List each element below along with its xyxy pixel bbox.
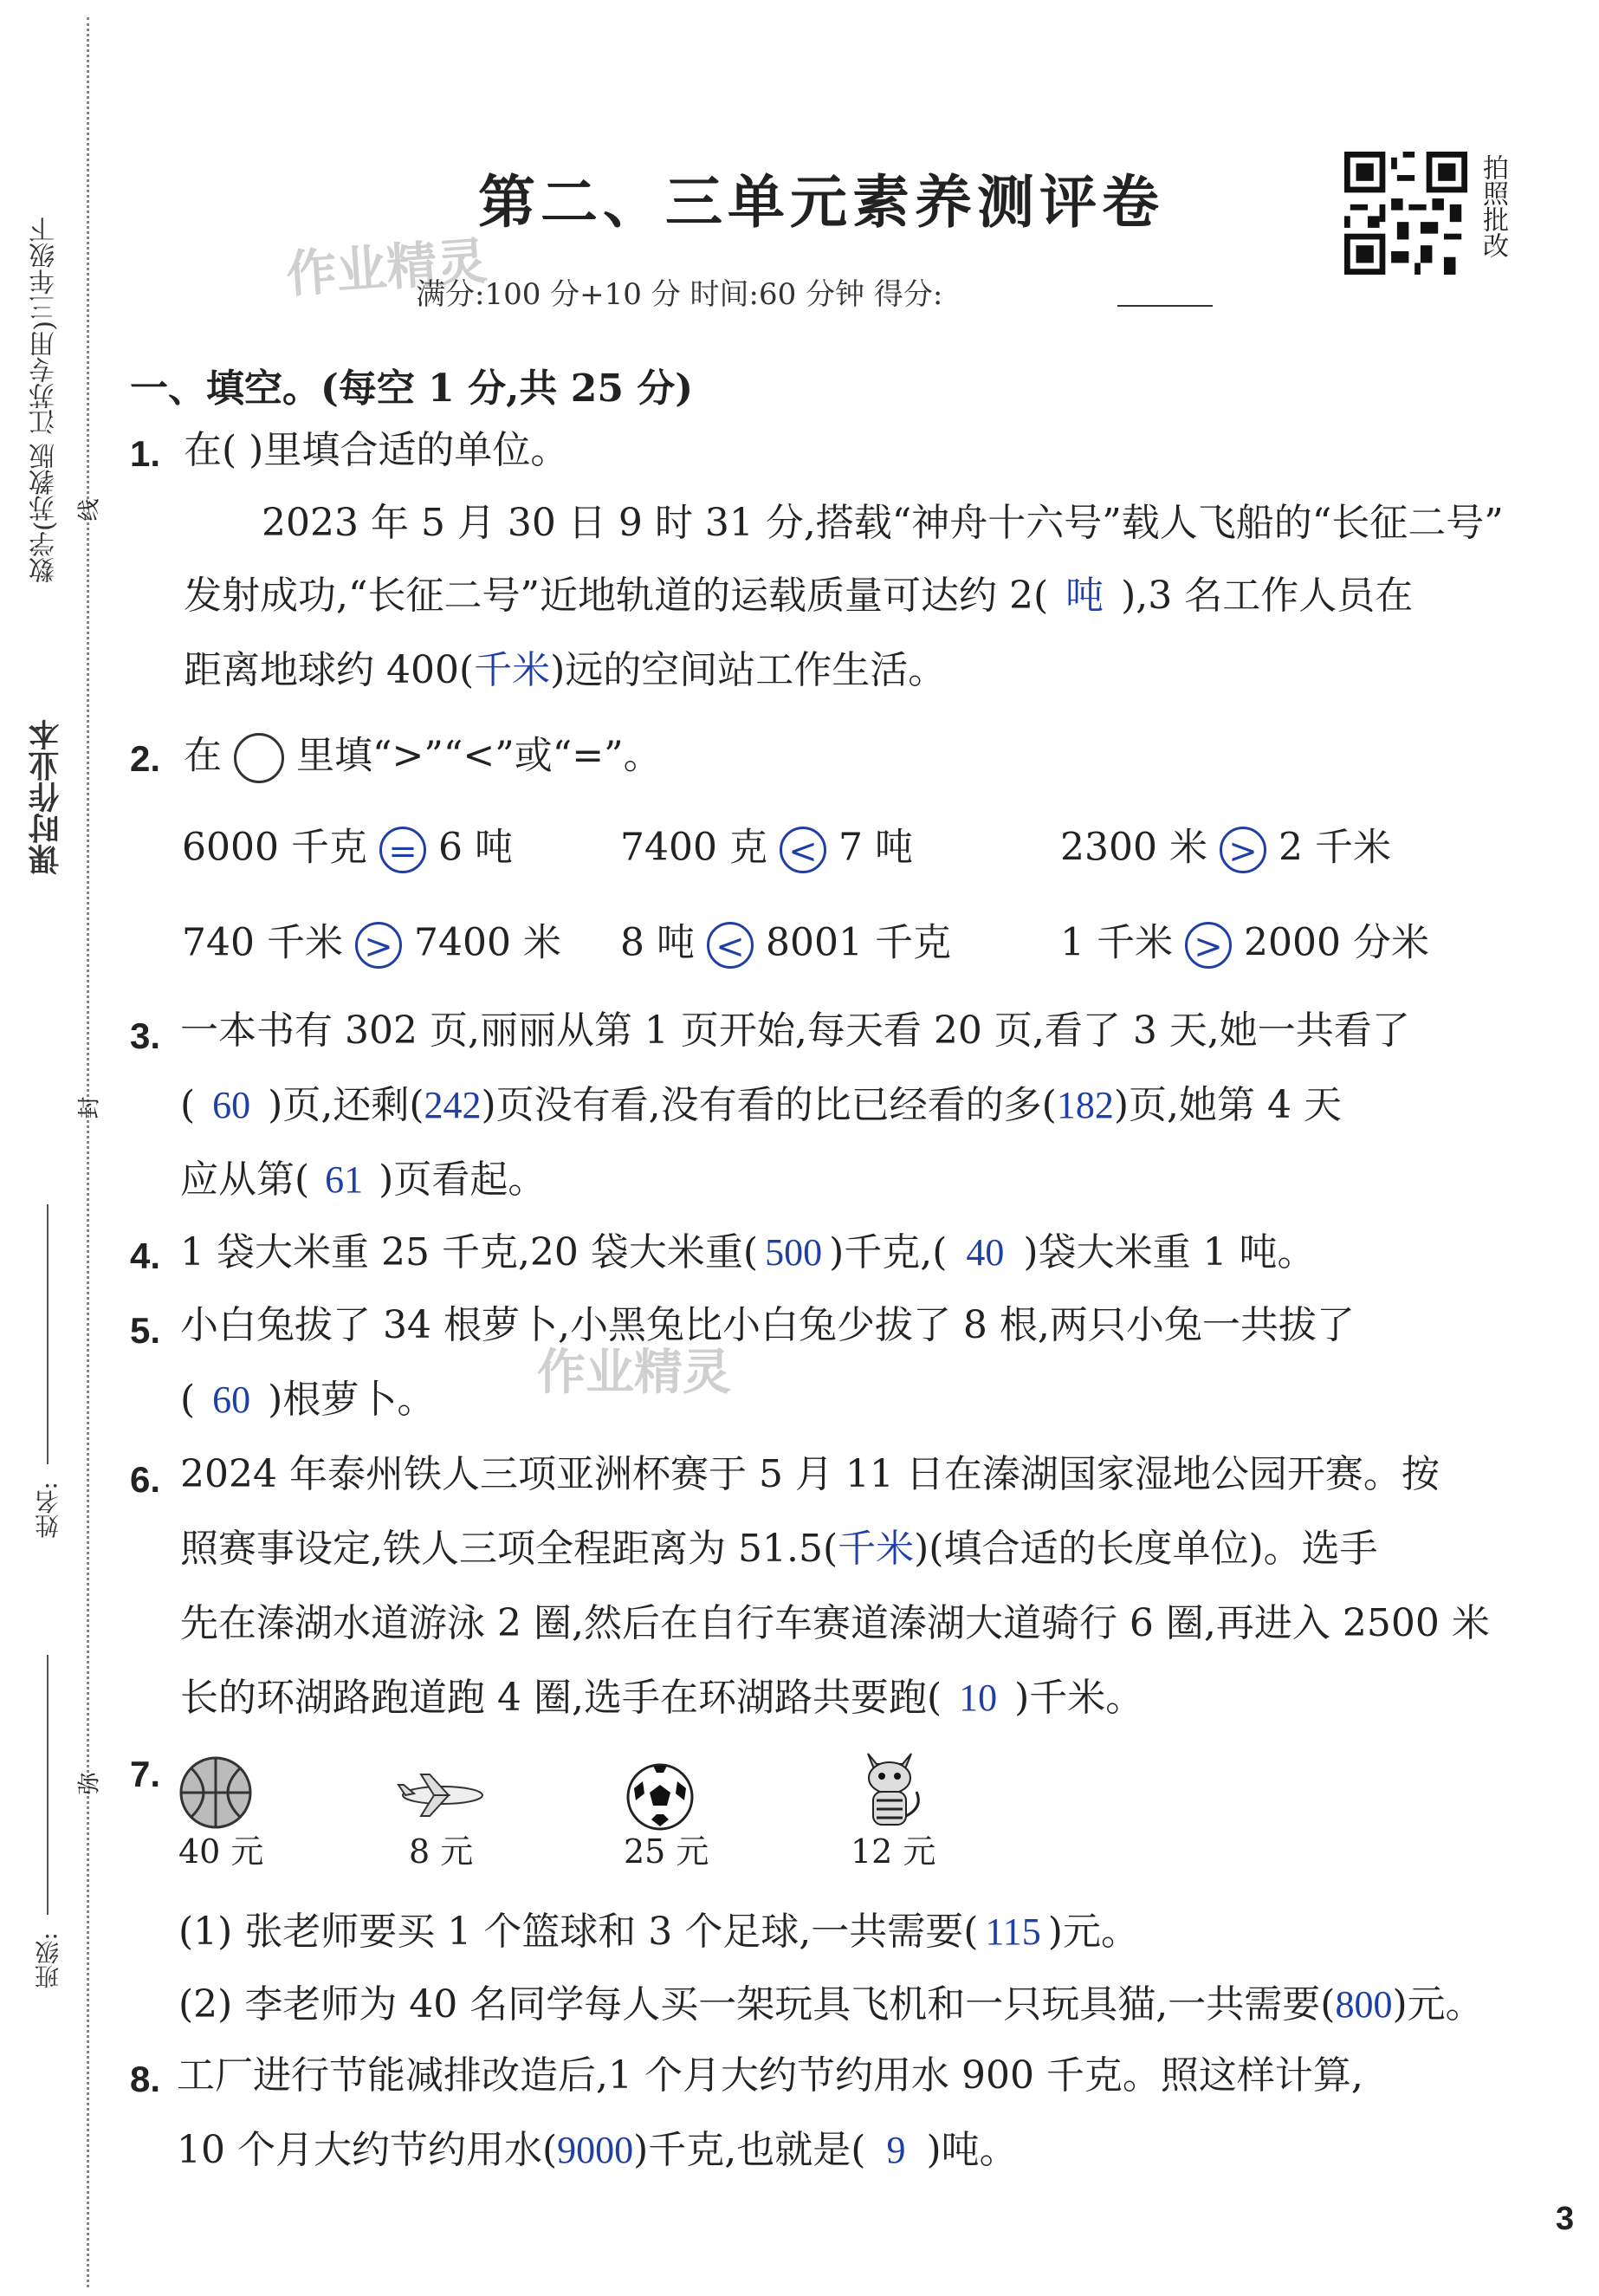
question-text-line [184, 648, 947, 692]
sidebar-mi-char: 弥 [76, 1772, 103, 1795]
question-number: 1. [130, 433, 161, 474]
compare-circle-answer[interactable]: < [707, 922, 754, 969]
compare-right: 7 吨 [838, 825, 913, 870]
compare-item [182, 827, 513, 873]
compare-left: 7400 克 [620, 825, 767, 870]
text-segment: )页没有看,没有看的比已经看的多( [481, 1083, 1057, 1127]
answer-text[interactable]: 10 [959, 1677, 998, 1719]
answer-text[interactable]: 500 [765, 1231, 823, 1274]
compare-right: 6 吨 [437, 825, 513, 870]
circle-blank-icon [234, 733, 284, 783]
question-text-line [180, 1676, 1144, 1720]
compare-left: 8 吨 [620, 920, 695, 965]
text-segment: ( [180, 1083, 196, 1127]
text-segment: )页看起。 [379, 1158, 547, 1202]
answer-text[interactable]: 吨 [1065, 574, 1104, 617]
sidebar-book-name: 课时作业本 [29, 719, 64, 875]
compare-item [182, 922, 561, 969]
answer-text[interactable]: 115 [985, 1910, 1041, 1953]
soccer-ball-icon [625, 1762, 695, 1832]
qr-code-icon[interactable] [1344, 152, 1467, 275]
page-number: 3 [1556, 2201, 1575, 2237]
compare-item [1060, 922, 1429, 969]
watermark-text: 作业精灵 [284, 230, 489, 304]
answer-text[interactable]: 9 [886, 2129, 906, 2171]
text-segment: 在 [184, 733, 222, 778]
text-segment: ),3 名工作人员在 [1121, 574, 1414, 618]
question-number: 8. [130, 2059, 161, 2099]
question-text-line [180, 1527, 1378, 1571]
question-text-line [178, 1982, 1484, 2027]
compare-circle-answer[interactable]: > [355, 922, 402, 969]
compare-item [1060, 827, 1391, 873]
answer-text[interactable]: 800 [1335, 1983, 1393, 2026]
score-blank-underline [1117, 305, 1213, 307]
text-segment: )元。 [1047, 1910, 1139, 1954]
answer-text[interactable]: 40 [966, 1231, 1005, 1274]
text-segment: 长的环湖路跑道跑 4 圈,选手在环湖路共要跑( [180, 1676, 942, 1720]
question-text: 小白兔拔了 34 根萝卜,小黑兔比小白兔少拔了 8 根,两只小兔一共拔了 [180, 1303, 1355, 1347]
compare-left: 6000 千克 [182, 825, 367, 870]
text-segment: )千克,也就是( [633, 2128, 866, 2172]
compare-circle-answer[interactable]: > [1185, 922, 1232, 969]
text-segment: (2) 李老师为 40 名同学每人买一架玩具飞机和一只玩具猫,一共需要( [178, 1982, 1336, 2027]
question-number: 3. [130, 1015, 161, 1056]
answer-text[interactable]: 千米 [838, 1527, 915, 1570]
text-segment: 应从第( [180, 1158, 310, 1202]
question-number: 7. [130, 1754, 161, 1794]
text-segment: (1) 张老师要买 1 个篮球和 3 个足球,一共需要( [178, 1910, 979, 1954]
text-segment: 1 袋大米重 25 千克,20 袋大米重( [180, 1230, 759, 1274]
question-text: 先在溱湖水道游泳 2 圈,然后在自行车赛道溱湖大道骑行 6 圈,再进入 2500 米 [180, 1601, 1490, 1645]
question-number: 4. [130, 1236, 161, 1276]
question-stem [184, 733, 662, 783]
compare-left: 1 千米 [1060, 920, 1173, 965]
compare-right: 2 千米 [1278, 825, 1391, 870]
text-segment: )页,还剩( [268, 1083, 424, 1127]
question-text-line [180, 1230, 1316, 1274]
text-segment: )元。 [1392, 1982, 1484, 2027]
text-segment: )远的空间站工作生活。 [550, 648, 947, 692]
price-label: 12 元 [851, 1832, 936, 1871]
question-number: 5. [130, 1310, 161, 1351]
question-text: 一本书有 302 页,丽丽从第 1 页开始,每天看 20 页,看了 3 天,她一共看了 [180, 1009, 1410, 1053]
watermark-text: 作业精灵 [537, 1345, 731, 1401]
compare-item [620, 827, 913, 873]
question-text-line [178, 1910, 1139, 1954]
compare-right: 8001 千克 [765, 920, 951, 965]
answer-text[interactable]: 9000 [557, 2129, 634, 2171]
question-text: 2023 年 5 月 30 日 9 时 31 分,搭载“神舟十六号”载人飞船的“长征二号” [262, 501, 1504, 545]
compare-right: 2000 分米 [1243, 920, 1429, 965]
question-text-line [180, 1083, 1342, 1127]
text-segment: ( [180, 1378, 196, 1422]
sidebar-book-info: 数学(苏教版 江苏专用)三年级下 [29, 217, 60, 583]
toy-airplane-icon [395, 1769, 490, 1821]
compare-item [620, 922, 951, 969]
score-time-info: 满分:100 分+10 分 时间:60 分钟 得分: [416, 277, 943, 312]
price-label: 8 元 [409, 1832, 474, 1871]
text-segment: 发射成功,“长征二号”近地轨道的运载质量可达约 2( [184, 574, 1049, 618]
text-segment: 照赛事设定,铁人三项全程距离为 51.5( [180, 1527, 838, 1571]
text-segment: )吨。 [926, 2128, 1018, 2172]
question-text-line [180, 1378, 436, 1422]
sidebar-seal-char: 封 [76, 1096, 103, 1119]
binding-dotted-line [87, 17, 89, 2287]
question-text-line [184, 574, 1414, 618]
compare-left: 2300 米 [1060, 825, 1207, 870]
text-segment: )千米。 [1014, 1676, 1144, 1720]
text-segment: )页,她第 4 天 [1113, 1083, 1342, 1127]
question-text: 工厂进行节能减排改造后,1 个月大约节约用水 900 千克。照这样计算, [177, 2053, 1363, 2098]
question-text-line [177, 2128, 1018, 2172]
compare-left: 740 千米 [182, 920, 343, 965]
price-label: 25 元 [624, 1832, 709, 1871]
text-segment: 里填“>”“<”或“=”。 [296, 733, 662, 778]
text-segment: )千克,( [829, 1230, 948, 1274]
answer-text[interactable]: 60 [212, 1084, 251, 1126]
question-stem: 在( )里填合适的单位。 [184, 428, 569, 472]
answer-text[interactable]: 千米 [474, 649, 551, 691]
text-segment: 10 个月大约节约用水( [177, 2128, 558, 2172]
compare-circle-answer[interactable]: < [780, 827, 826, 873]
sidebar-name-underline [47, 1204, 49, 1464]
section-heading: 一、填空。(每空 1 分,共 25 分) [130, 366, 694, 411]
answer-text[interactable]: 242 [424, 1084, 482, 1126]
text-segment: )袋大米重 1 吨。 [1023, 1230, 1316, 1274]
text-segment: )根萝卜。 [268, 1378, 436, 1422]
question-number: 6. [130, 1459, 161, 1500]
sidebar-line-char: 线 [76, 498, 103, 522]
page-title: 第二、三单元素养测评卷 [478, 168, 1164, 236]
qr-label: 拍照批改 [1478, 154, 1508, 258]
sidebar-class-label: 班级: [34, 1932, 62, 1989]
toy-cat-icon [852, 1747, 927, 1833]
compare-right: 7400 米 [413, 920, 561, 965]
basketball-icon [178, 1755, 253, 1830]
compare-circle-answer[interactable]: = [379, 827, 426, 873]
question-text: 2024 年泰州铁人三项亚洲杯赛于 5 月 11 日在溱湖国家湿地公园开赛。按 [180, 1452, 1440, 1496]
price-label: 40 元 [178, 1832, 264, 1871]
sidebar-name-label: 姓名: [34, 1482, 62, 1539]
answer-text[interactable]: 182 [1056, 1084, 1114, 1126]
question-text-line [180, 1158, 547, 1202]
text-segment: )(填合适的长度单位)。选手 [914, 1527, 1378, 1571]
answer-text[interactable]: 61 [325, 1158, 364, 1201]
sidebar-class-underline [47, 1655, 49, 1915]
answer-text[interactable]: 60 [212, 1378, 251, 1421]
text-segment: 距离地球约 400( [184, 648, 475, 692]
compare-circle-answer[interactable]: > [1220, 827, 1266, 873]
question-number: 2. [130, 738, 161, 779]
